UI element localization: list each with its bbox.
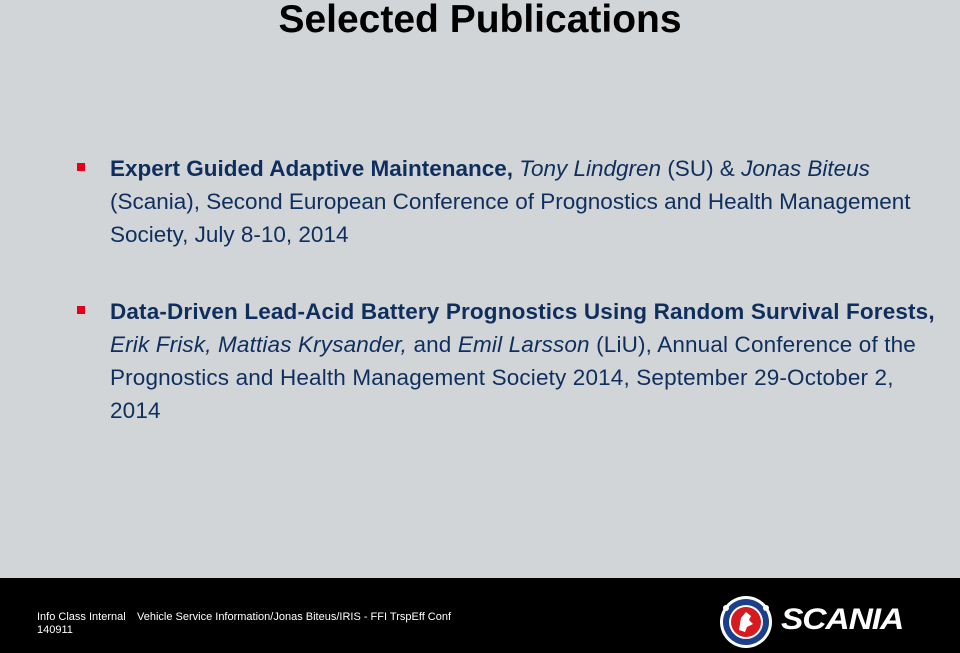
scania-logo-text: SCANIA	[781, 603, 904, 636]
author-name: Jonas Biteus	[741, 156, 870, 181]
publication-list	[76, 152, 936, 427]
footer-info: Vehicle Service Information/Jonas Biteus/IRIS - FFI TrspEff Conf	[137, 611, 452, 623]
publication-item	[76, 295, 936, 427]
footer-bar	[0, 578, 960, 653]
info-classification: Info Class Internal	[37, 611, 126, 623]
scania-griffin-emblem-icon	[716, 594, 776, 650]
author-affiliation: (SU) &	[661, 156, 735, 181]
slide-title: Selected Publications	[278, 0, 682, 41]
publication-venue: (LiU), Annual Conference of the Prognostics and Health Management Society 2014, September 29-October 2, 2014	[110, 332, 916, 423]
author-names: Erik Frisk, Mattias Krysander,	[110, 332, 408, 357]
bullet-marker-icon	[77, 163, 85, 171]
publication-item	[76, 152, 936, 251]
publication-title: Data-Driven Lead-Acid Battery Prognostics Using Random Survival Forests,	[110, 299, 935, 324]
publication-venue: (Scania), Second European Conference of Prognostics and Health Management Society, July 8-10, 2014	[110, 189, 911, 247]
footer-date: 140911	[37, 624, 73, 636]
bullet-marker-icon	[77, 306, 85, 314]
publication-title: Expert Guided Adaptive Maintenance,	[110, 156, 514, 181]
conjunction: and	[407, 332, 458, 357]
author-name: Tony Lindgren	[519, 156, 662, 181]
author-name: Emil Larsson	[457, 332, 590, 357]
